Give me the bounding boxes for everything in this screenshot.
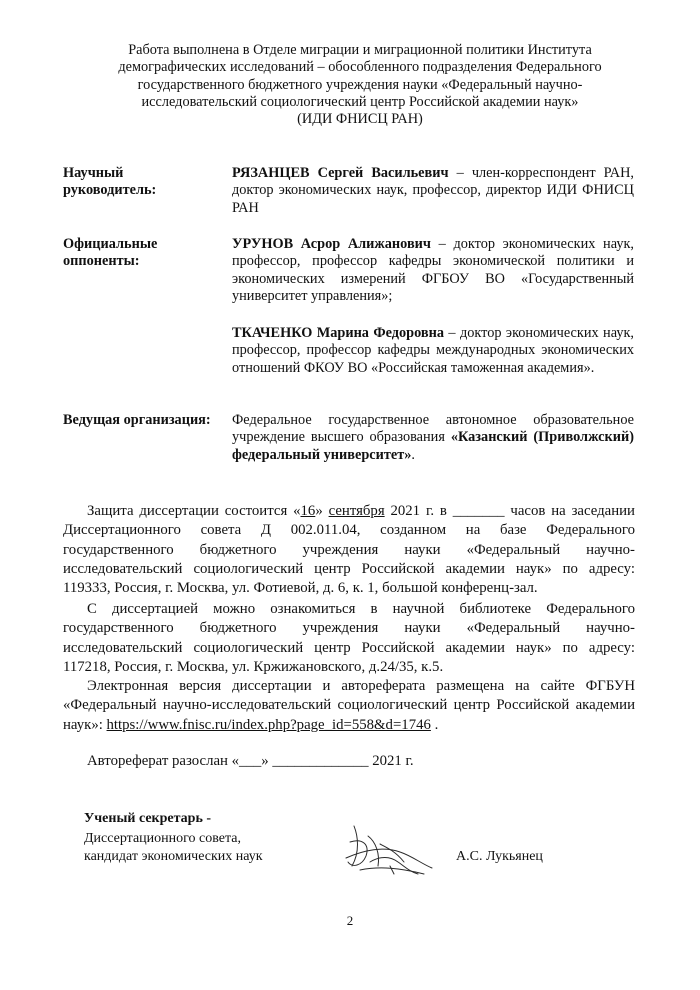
lead-org-end: . (411, 446, 415, 463)
electronic-text: Электронная версия диссертации и автореферата размещена на сайте ФГБУН «Федеральный научно-исследовательский социологический центр Российской академии наук»: (63, 678, 635, 733)
supervisor-desc: – член-корреспондент РАН, доктор экономических наук, профессор, директор ИДИ ФНИСЦ РАН (232, 165, 635, 216)
defense-text: Защита диссертации состоится « (87, 503, 301, 519)
supervisor-content (232, 165, 634, 217)
header-block (95, 42, 625, 128)
opponent-first (232, 236, 634, 305)
opponents-label: Официальные оппоненты: (63, 236, 158, 270)
secretary-line2: кандидат экономических наук (84, 849, 263, 864)
defense-day: 16 (300, 503, 316, 519)
electronic-paragraph (63, 677, 635, 735)
header-line: Работа выполнена в Отделе миграции и миграционной политики Института (128, 42, 592, 58)
sent-line: Автореферат разослан «___» _____________ 2021 г. (87, 753, 414, 769)
secretary-title: Ученый секретарь - (84, 811, 212, 826)
lead-org-text: Федеральное государственное автономное образовательное учреждение высшего образования (232, 412, 634, 446)
lead-org-content (232, 412, 634, 464)
opponent-second (232, 325, 634, 377)
opponent-second-desc: – доктор экономических наук, профессор, профессор кафедры международных экономических отношений ФКОУ ВО «Российская таможенная академия». (232, 325, 634, 376)
lead-org-name: «Казанский (Приволжский) федеральный университет» (232, 429, 634, 463)
electronic-end: . (430, 716, 439, 733)
opponent-second-name: ТКАЧЕНКО Марина Федоровна (232, 325, 445, 341)
supervisor-name: РЯЗАНЦЕВ Сергей Васильевич (232, 165, 449, 181)
opponent-first-name: УРУНОВ Асрор Алижанович (232, 236, 431, 252)
supervisor-label: Научный руководитель: (63, 165, 157, 199)
opponent-first-desc: – доктор экономических наук, профессор, профессор кафедры экономической политики и экономических измерений ФГБОУ ВО «Государственный университет управления»; (232, 236, 634, 304)
dissertation-link[interactable]: https://www.fnisc.ru/index.php?page_id=558&d=1746 (106, 716, 431, 733)
defense-month: сентября (328, 503, 385, 519)
header-line: государственного бюджетного учреждения науки «Федеральный научно- (137, 76, 583, 93)
lead-org-label: Ведущая организация: (63, 412, 211, 428)
secretary-line1: Диссертационного совета, (84, 831, 241, 846)
defense-text: » (315, 503, 329, 519)
defense-text: 2021 г. в _______ часов на заседании Диссертационного совета Д 002.011.04, созданном на базе Федерального государственного бюджетного учреждения науки «Федеральный научно-исследовательский социологический центр Российской академии наук» по адресу: 119333, Россия, г. Москва, ул. Фотиевой, д. 6, к. 1, большой конференц-зал. (63, 503, 635, 597)
header-line: демографических исследований – обособленного подразделения Федерального (118, 59, 602, 76)
header-line: (ИДИ ФНИСЦ РАН) (297, 111, 423, 128)
page-number: 2 (346, 913, 354, 928)
secretary-name: А.С. Лукьянец (456, 849, 543, 864)
defense-paragraph (63, 502, 635, 598)
header-line: исследовательский социологический центр Российской академии наук» (141, 93, 579, 110)
library-paragraph: С диссертацией можно ознакомиться в научной библиотеке Федерального государственного бюджетного учреждения науки «Федеральный научно-исследовательский социологический центр Российской академии наук» по адресу: 117218, Россия, г. Москва, ул. Кржижановского, д.24/35, к.5. (63, 601, 635, 675)
handwritten-signature (340, 822, 440, 880)
